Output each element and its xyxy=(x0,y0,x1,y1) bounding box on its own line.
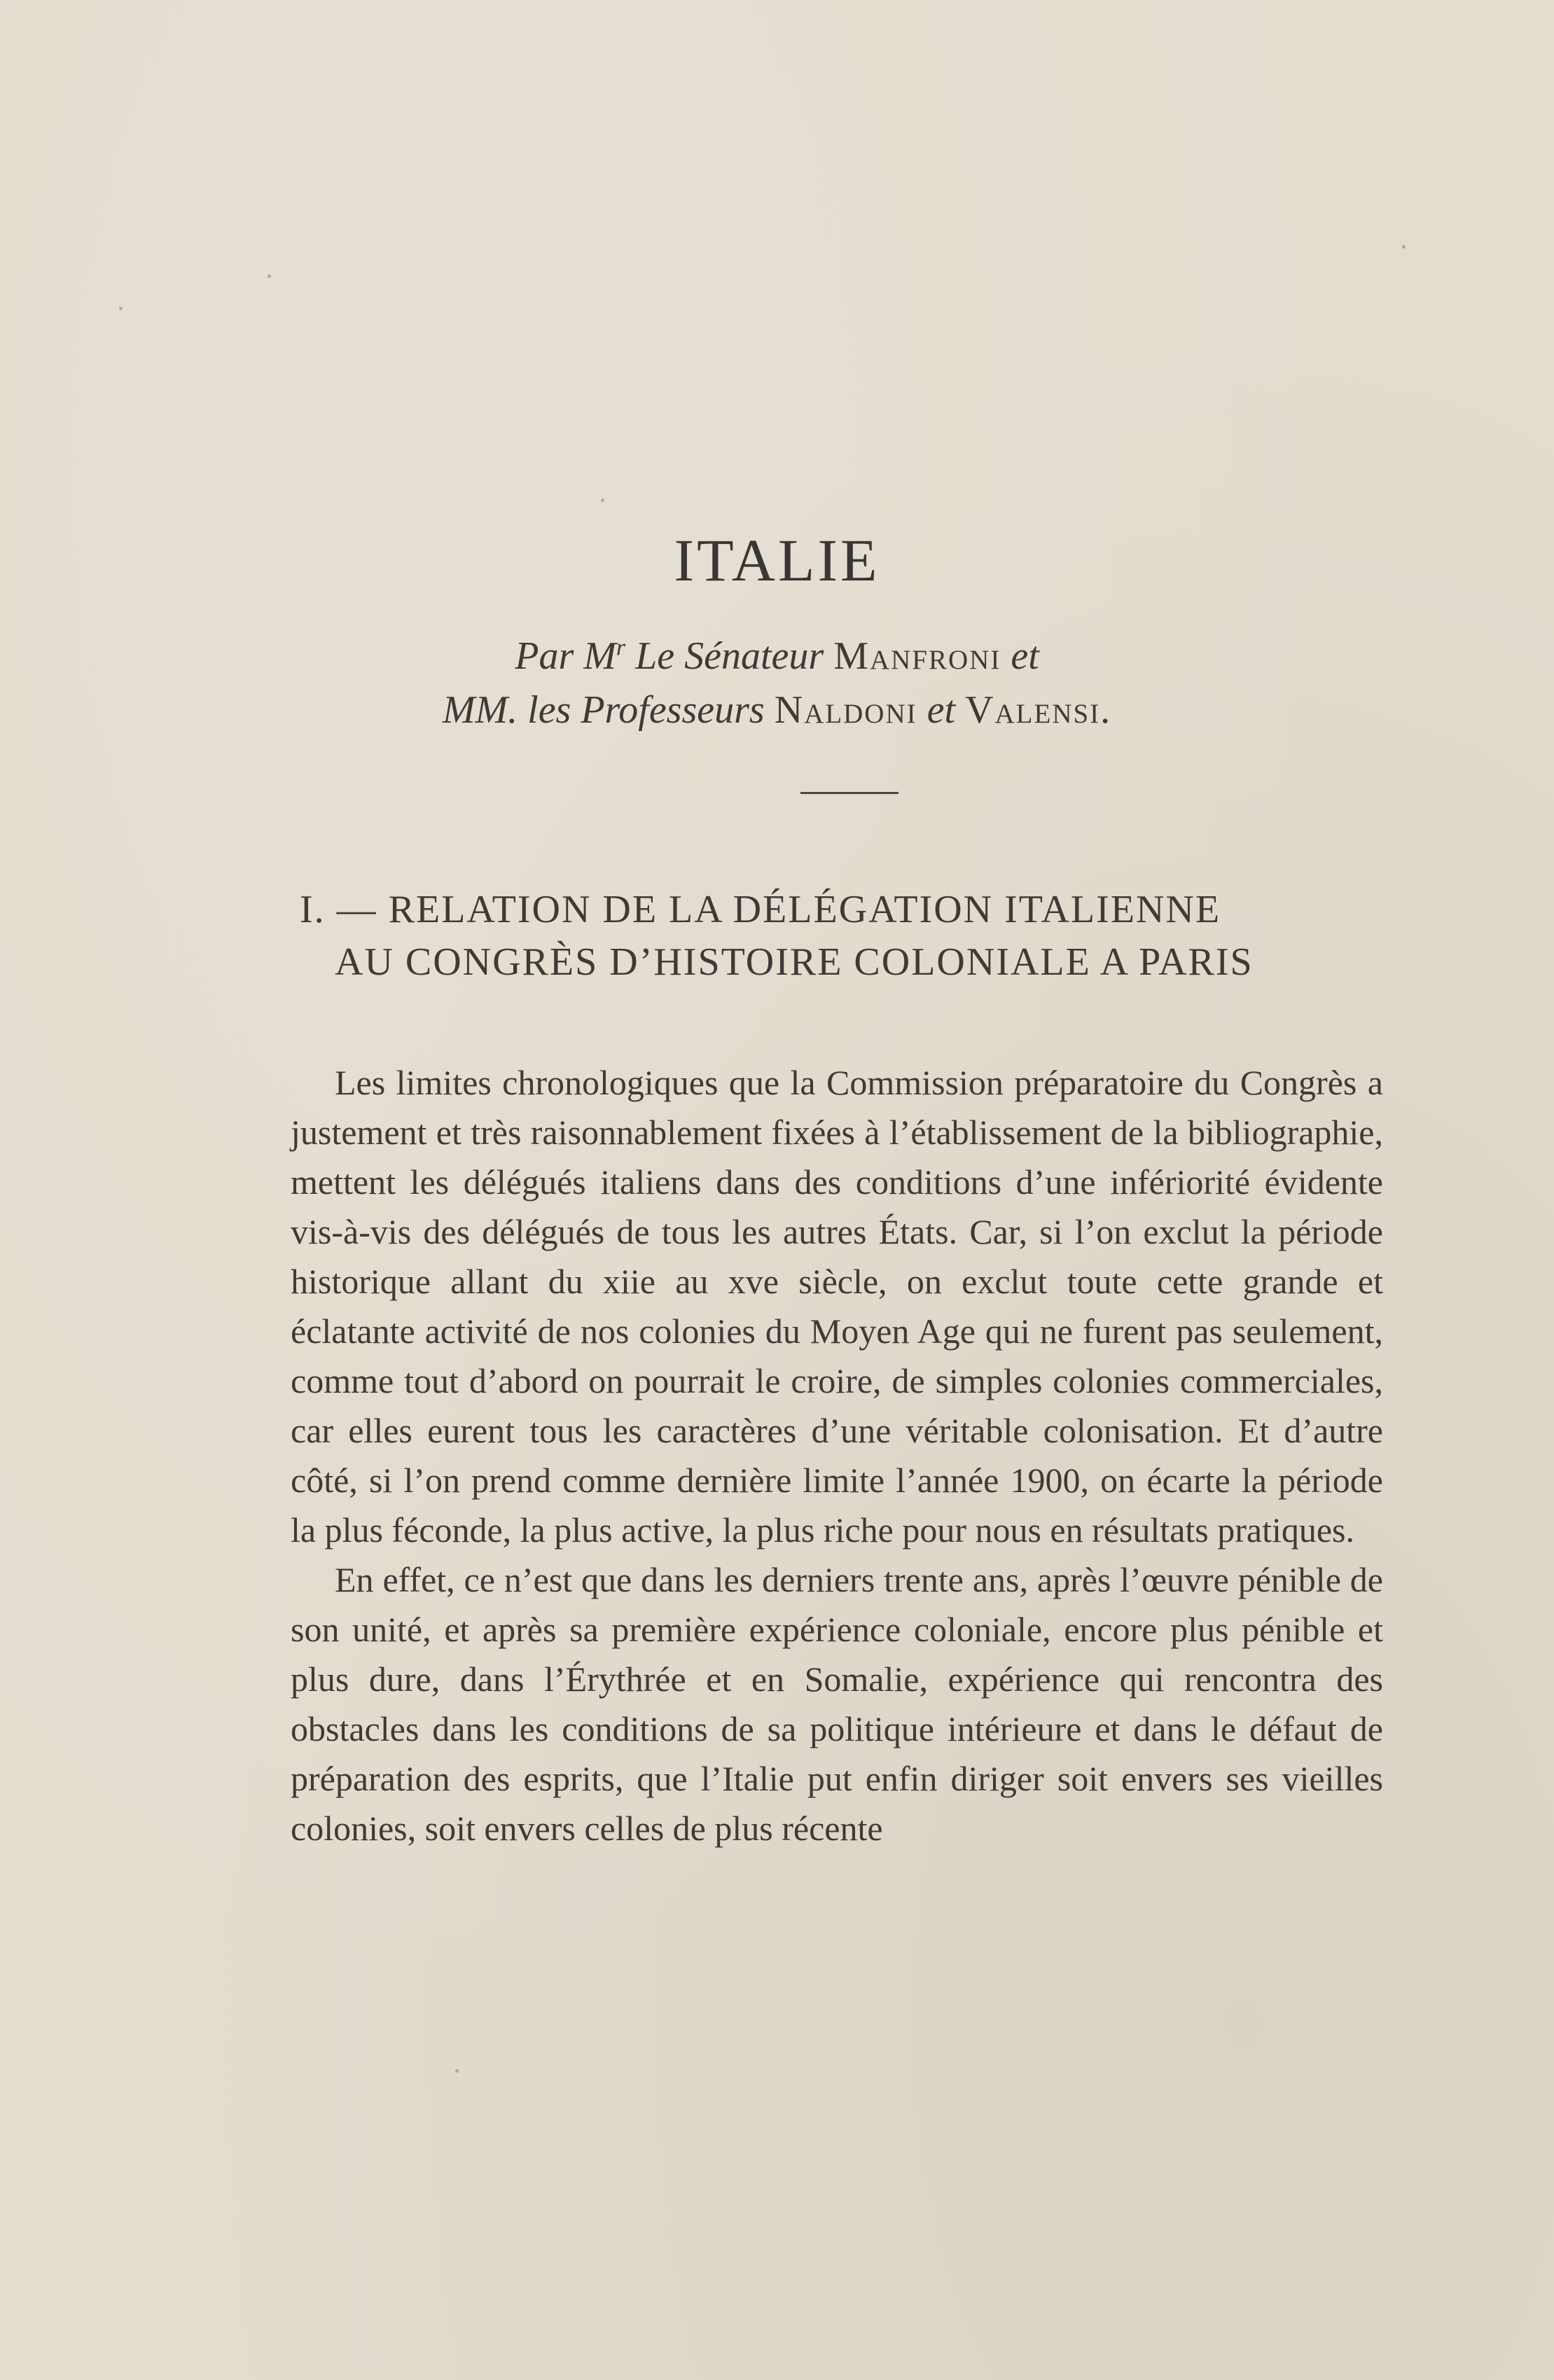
paper-speck xyxy=(455,2069,459,2073)
paper-speck xyxy=(1402,245,1406,249)
body-text xyxy=(291,1058,1383,1853)
byline-le-senateur: Le Sénateur xyxy=(635,634,824,678)
separator-rule xyxy=(800,792,899,794)
paragraph-2: En effet, ce n’est que dans les derniers trente ans, après l’œuvre pénible de son unité, et après sa première expérience coloniale, encore plus pénible et plus dure, dans l’Érythrée et en Somalie, expérience qui rencontra des obstacles dans les conditions de sa politique intérieure et dans le défaut de préparation des esprits, que l’Italie put enfin diriger soit envers ses vieilles colonies, soit envers celles de plus récente xyxy=(291,1560,1383,1848)
byline-mr: $M^r$ xyxy=(583,634,626,678)
paper-speck xyxy=(268,274,271,278)
byline-author-valensi: Valensi. xyxy=(965,688,1112,732)
byline-line-1 xyxy=(0,634,1554,678)
byline-line-2 xyxy=(0,688,1554,732)
paper-speck xyxy=(601,499,604,502)
byline-author-manfroni: Manfroni xyxy=(833,634,1001,678)
paper-speck xyxy=(119,307,123,310)
byline-et-1: et xyxy=(1011,634,1039,678)
byline-mr-sup: r xyxy=(616,634,626,661)
section-heading-line-2: AU CONGRÈS D’HISTOIRE COLONIALE A PARIS xyxy=(335,940,1254,984)
byline-author-naldoni: Naldoni xyxy=(774,688,917,732)
byline-et-2: et xyxy=(927,688,956,732)
byline-professeurs: MM. les Professeurs xyxy=(442,688,765,732)
section-heading-line-1: I. — RELATION DE LA DÉLÉGATION ITALIENNE xyxy=(300,888,1221,931)
paragraph-1: Les limites chronologiques que la Commission préparatoire du Congrès a justement et très raisonnablement fixées à l’établissement de la bibliographie, mettent les délégués italiens dans des conditions d’une infériorité évidente vis-à-vis des délégués de tous les autres États. Car, si l’on exclut la période historique allant du xiie au xve siècle, on exclut toute cette grande et éclatante activité de nos colonies du Moyen Age qui ne furent pas seulement, comme tout d’abord on pourrait le croire, de simples colonies commerciales, car elles eurent tous les caractères d’une véritable colonisation. Et d’autre côté, si l’on prend comme dernière limite l’année 1900, on écarte la période la plus féconde, la plus active, la plus riche pour nous en résultats pratiques. xyxy=(291,1063,1383,1550)
page-title: ITALIE xyxy=(674,527,880,594)
byline-par: Par xyxy=(515,634,574,678)
